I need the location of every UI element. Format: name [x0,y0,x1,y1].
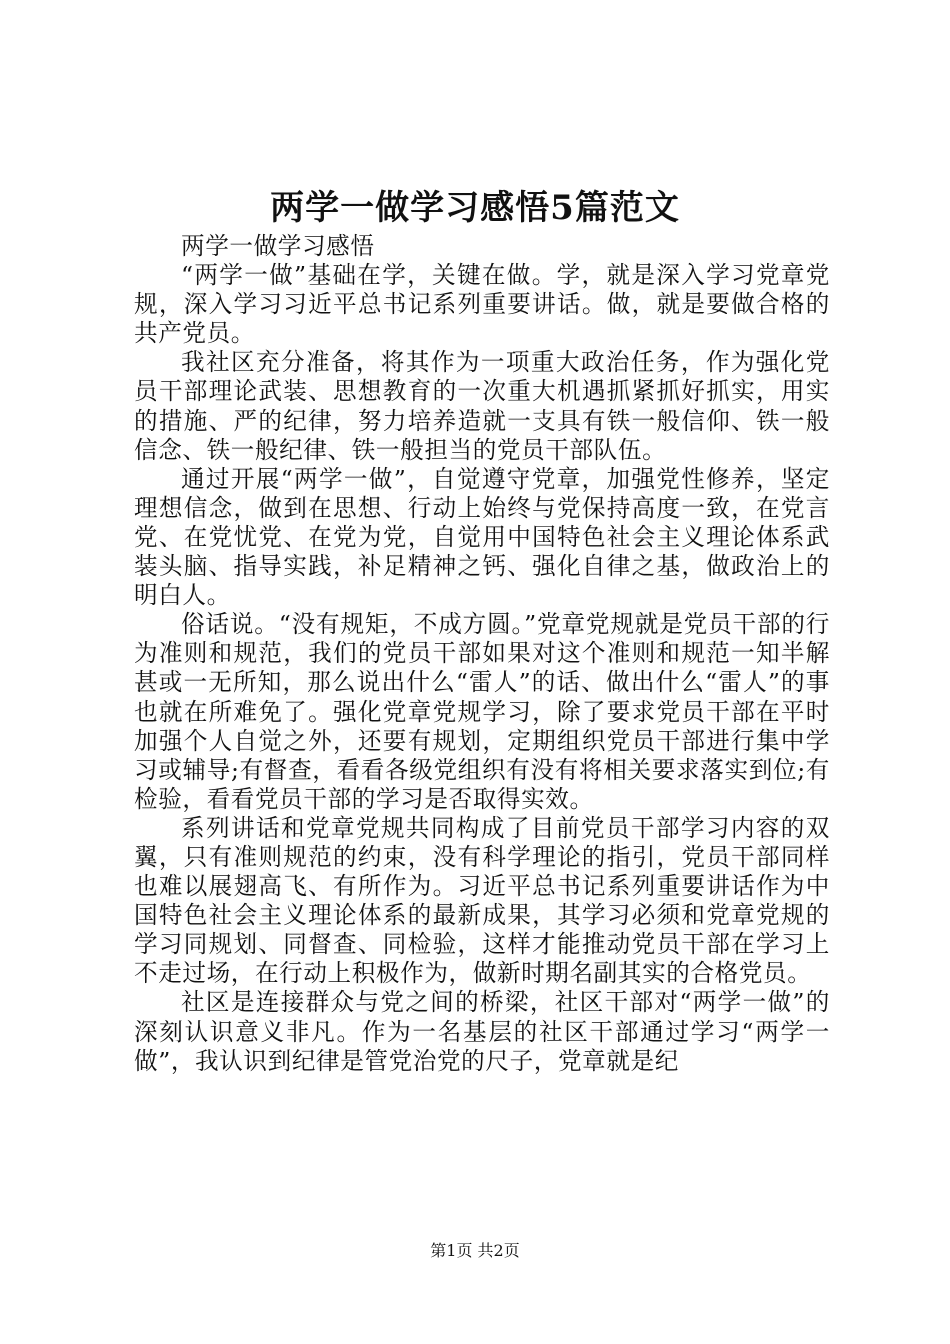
section-subheading: 两学一做学习感悟 [181,232,375,260]
body-paragraph: “两学一做”基础在学，关键在做。学，就是深入学习党章党规，深入学习习近平总书记系列重要讲话。做，就是要做合格的共产党员。 [134,261,830,348]
page-footer: 第1页 共2页 [430,1241,520,1260]
body-paragraph: 我社区充分准备，将其作为一项重大政治任务，作为强化党员干部理论武装、思想教育的一次重大机遇抓紧抓好抓实，用实的措施、严的纪律，努力培养造就一支具有铁一般信仰、铁一般信念、铁一般纪律、铁一般担当的党员干部队伍。 [134,348,830,464]
body-paragraph: 系列讲话和党章党规共同构成了目前党员干部学习内容的双翼，只有准则规范的约束，没有科学理论的指引，党员干部同样也难以展翅高飞、有所作为。习近平总书记系列重要讲话作为中国特色社会主义理论体系的最新成果，其学习必须和党章党规的学习同规划、同督查、同检验，这样才能推动党员干部在学习上不走过场，在行动上积极作为，做新时期名副其实的合格党员。 [134,813,830,988]
body-paragraph: 通过开展“两学一做”，自觉遵守党章，加强党性修养，坚定理想信念，做到在思想、行动上始终与党保持高度一致，在党言党、在党忧党、在党为党，自觉用中国特色社会主义理论体系武装头脑、指导实践，补足精神之钙、强化自律之基，做政治上的明白人。 [134,464,830,610]
document-body [134,232,830,1076]
body-paragraph: 俗话说。“没有规矩，不成方圆。”党章党规就是党员干部的行为准则和规范，我们的党员干部如果对这个准则和规范一知半解甚或一无所知，那么说出什么“雷人”的话、做出什么“雷人”的事也就在所难免了。强化党章党规学习，除了要求党员干部在平时加强个人自觉之外，还要有规划，定期组织党员干部进行集中学习或辅导;有督查，看看各级党组织有没有将相关要求落实到位;有检验，看看党员干部的学习是否取得实效。 [134,610,830,813]
body-paragraph: 社区是连接群众与党之间的桥梁，社区干部对“两学一做”的深刻认识意义非凡。作为一名基层的社区干部通过学习“两学一做”，我认识到纪律是管党治党的尺子，党章就是纪 [134,988,830,1075]
document-title: 两学一做学习感悟5篇范文 [270,188,680,228]
